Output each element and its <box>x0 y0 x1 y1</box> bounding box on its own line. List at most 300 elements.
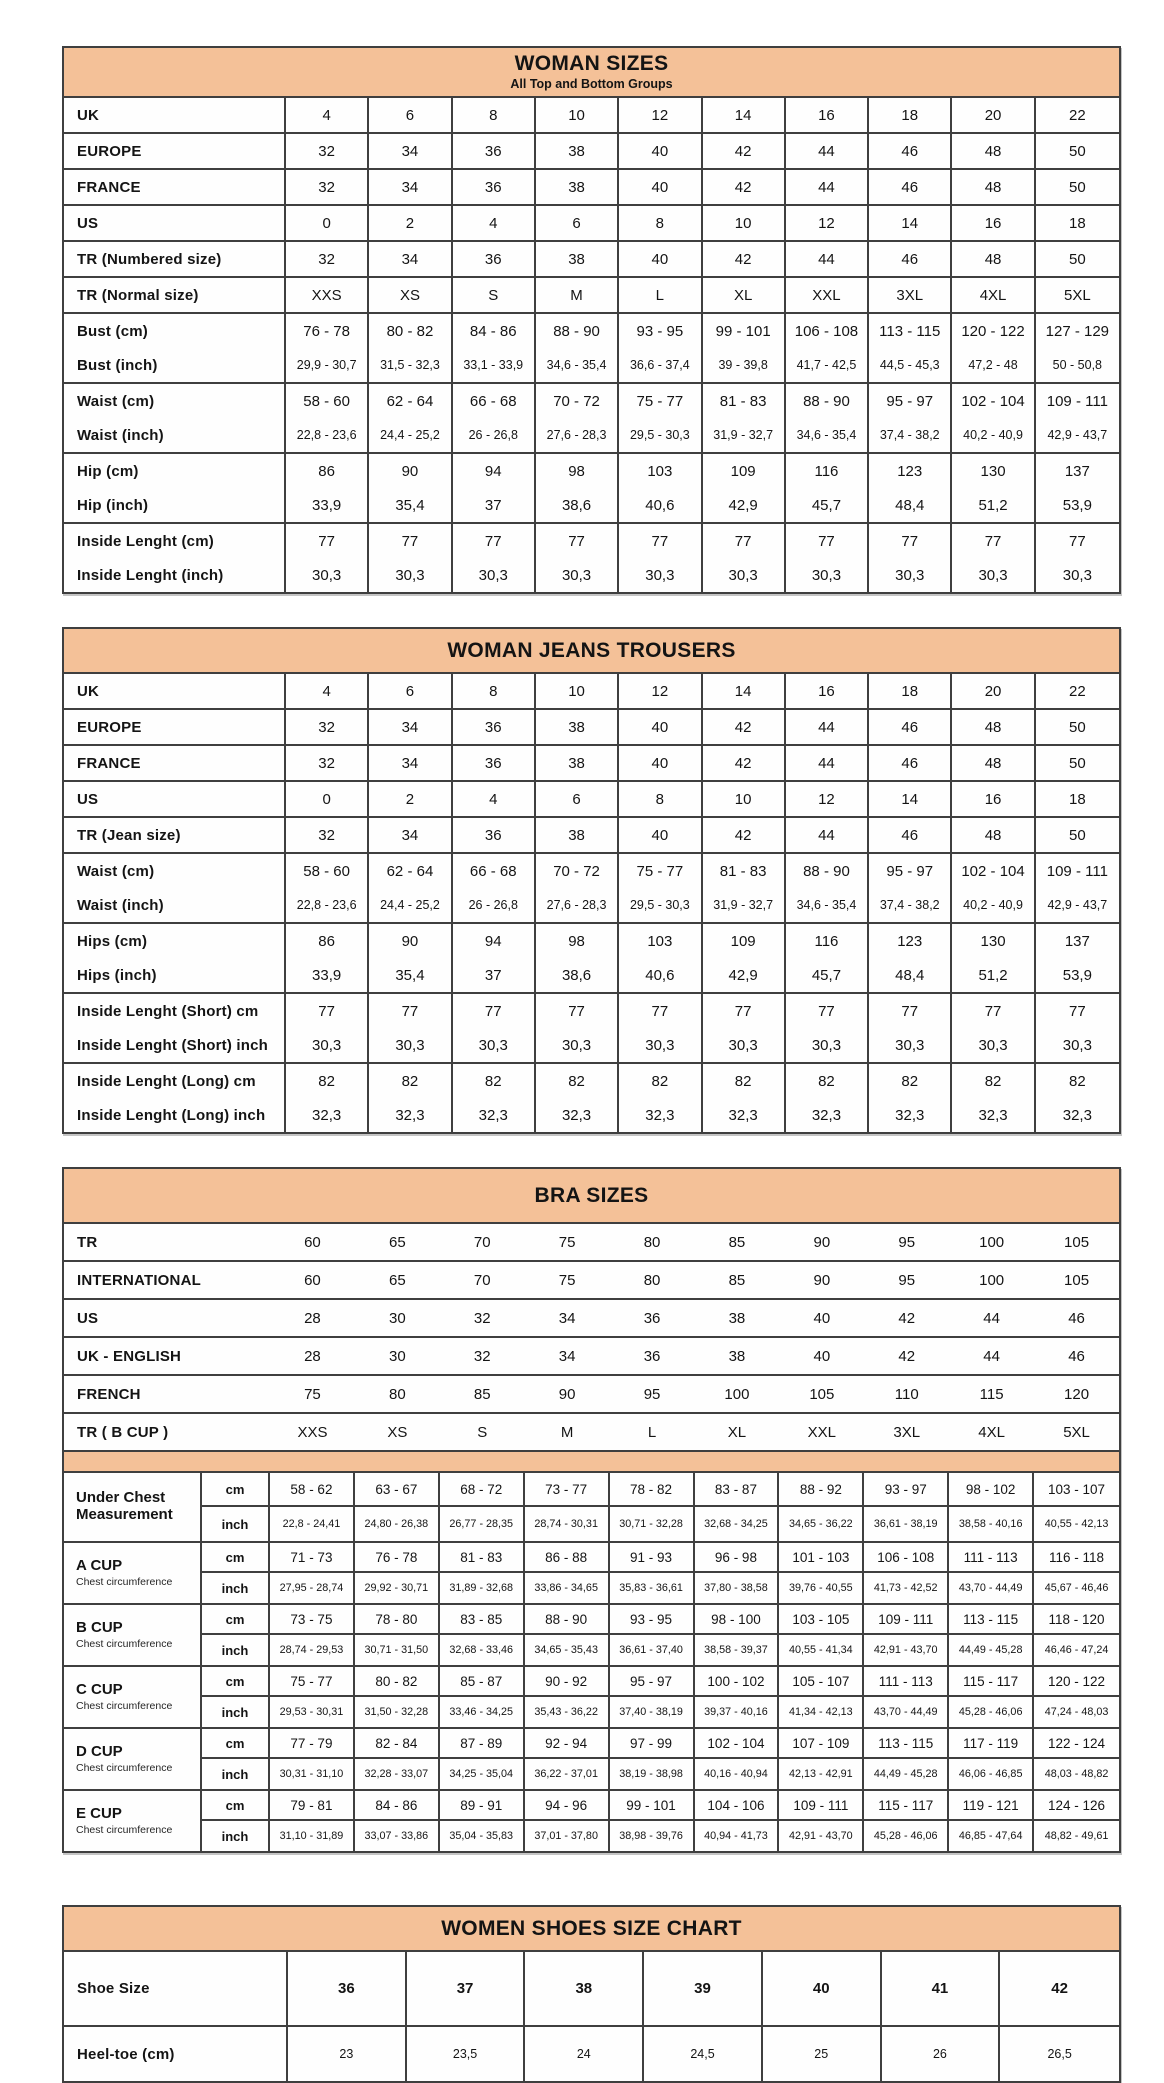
cell-value: 38 <box>728 1309 746 1327</box>
cell-value: 96 - 98 <box>695 1543 780 1573</box>
cell-value: 38 <box>728 1347 746 1365</box>
row-label: Heel-toe (cm) <box>64 2027 288 2081</box>
cell-value: 8 <box>453 98 536 132</box>
cell-value: 38,19 - 38,98 <box>610 1759 695 1789</box>
cell-value: 40 <box>619 170 702 204</box>
cell-value: 66 - 68 <box>453 854 536 888</box>
cell-value: 40,94 - 41,73 <box>695 1821 780 1851</box>
cup-group <box>64 1729 1119 1791</box>
cell-value: 48 <box>952 746 1035 780</box>
cell-value: 66 - 68 <box>453 384 536 418</box>
cell-value: 33,46 - 34,25 <box>440 1697 525 1727</box>
row-group <box>64 134 1119 170</box>
cell-value: 46 <box>1068 1309 1085 1327</box>
cell-value: 109 <box>703 454 786 488</box>
cell-value: 105 - 107 <box>779 1667 864 1697</box>
cell-value: 58 - 60 <box>286 854 369 888</box>
cell-value: 30,3 <box>786 1028 869 1062</box>
cell-value: 110 <box>894 1385 919 1403</box>
cell-value: 44 <box>786 818 869 852</box>
cell-value: 120 - 122 <box>952 314 1035 348</box>
cell-value: 77 <box>1069 532 1086 550</box>
table-row <box>64 674 1119 708</box>
cell-value: 119 - 121 <box>949 1791 1034 1821</box>
cup-subtitle: Chest circumference <box>76 1823 173 1836</box>
cell-value: 111 - 113 <box>864 1667 949 1697</box>
cell-value: 4XL <box>952 278 1035 312</box>
cell-value: 18 <box>1069 790 1086 808</box>
cell-value: 93 - 97 <box>864 1473 949 1507</box>
row-group <box>64 1064 1119 1132</box>
cell-value: XXL <box>786 278 869 312</box>
cell-value: 111 - 113 <box>949 1543 1034 1573</box>
cell-value: 36 <box>643 1347 661 1365</box>
cell-value: 33,9 <box>286 488 369 522</box>
cell-value: 32,3 <box>703 1098 786 1132</box>
cell-value: 46 <box>869 746 952 780</box>
cell-value: 22,8 - 23,6 <box>286 888 369 922</box>
row-label: EUROPE <box>64 134 286 168</box>
cell-value: 82 <box>703 1064 786 1098</box>
row-label: Inside Lenght (Short) inch <box>64 1028 286 1062</box>
cell-value: 0 <box>286 782 369 816</box>
unit-label: cm <box>202 1791 270 1821</box>
cell-value: 77 <box>619 524 702 558</box>
row-label: Shoe Size <box>64 1952 288 2025</box>
unit-label: inch <box>202 1697 270 1727</box>
cell-value: 4 <box>286 98 369 132</box>
cell-value: 77 <box>786 994 869 1028</box>
cup-subtitle: Chest circumference <box>76 1761 173 1774</box>
cell-value: 6 <box>536 782 619 816</box>
table-row <box>64 1028 1119 1062</box>
cell-value: 37,80 - 38,58 <box>695 1573 780 1603</box>
row-label: UK <box>64 98 286 132</box>
cell-value: 77 <box>1069 1002 1086 1020</box>
cell-value: 77 <box>952 524 1035 558</box>
cell-value: 2 <box>369 782 452 816</box>
cell-value: 94 <box>453 924 536 958</box>
row-group <box>64 242 1119 278</box>
cell-value: 36 <box>453 710 536 744</box>
row-label: Hips (inch) <box>64 958 286 992</box>
cell-value: 98 <box>536 924 619 958</box>
shoes-size-title: WOMEN SHOES SIZE CHART <box>441 1917 742 1940</box>
table-row <box>64 488 1119 522</box>
cell-value: 24,80 - 26,38 <box>355 1507 440 1541</box>
cell-value: 30,3 <box>453 558 536 592</box>
cell-value: 36,61 - 38,19 <box>864 1507 949 1541</box>
cell-value: 86 <box>286 924 369 958</box>
table-row <box>64 242 1119 276</box>
cell-value: 102 - 104 <box>952 384 1035 418</box>
cell-value: 39 <box>644 1952 763 2025</box>
cell-value: 116 <box>786 454 869 488</box>
cell-value: 40,55 - 42,13 <box>1044 1518 1109 1530</box>
cell-value: 78 - 82 <box>610 1473 695 1507</box>
cell-value: 82 <box>619 1064 702 1098</box>
cell-value: 33,1 - 33,9 <box>453 348 536 382</box>
cell-value: 115 - 117 <box>864 1791 949 1821</box>
cell-value: 32 <box>473 1347 491 1365</box>
cup-name: C CUP <box>76 1681 123 1699</box>
cell-value: 83 - 87 <box>695 1473 780 1507</box>
row-group <box>64 1414 1119 1450</box>
cell-value: 29,5 - 30,3 <box>619 418 702 452</box>
table-row <box>64 818 1119 852</box>
cell-value: 51,2 <box>952 488 1035 522</box>
cell-value: XS <box>369 278 452 312</box>
cell-value: 38 <box>536 746 619 780</box>
table-row <box>64 1376 1119 1412</box>
table-row <box>64 278 1119 312</box>
cell-value: 75 <box>304 1385 321 1403</box>
cell-value: 18 <box>1069 214 1086 232</box>
cell-value: 40,2 - 40,9 <box>952 888 1035 922</box>
jeans-trousers-table <box>62 627 1121 1134</box>
cell-value: 137 <box>1064 462 1090 480</box>
jeans-trousers-header <box>64 629 1119 674</box>
row-label: Inside Lenght (Long) inch <box>64 1098 286 1132</box>
cell-value: 95 - 97 <box>610 1667 695 1697</box>
row-label: Inside Lenght (Long) cm <box>64 1064 286 1098</box>
cup-group <box>64 1667 1119 1729</box>
cell-value: 77 <box>286 524 369 558</box>
row-group <box>64 674 1119 710</box>
cell-value: XS <box>387 1423 408 1441</box>
cell-value: 28 <box>304 1347 321 1365</box>
cell-value: 86 <box>286 454 369 488</box>
cell-value: 48,4 <box>869 958 952 992</box>
cell-value: 42 <box>703 818 786 852</box>
table-row <box>64 206 1119 240</box>
cell-value: 38 <box>536 710 619 744</box>
cell-value: 76 - 78 <box>286 314 369 348</box>
row-group <box>64 818 1119 854</box>
cell-value: 30,3 <box>619 1028 702 1062</box>
cell-value: 14 <box>869 206 952 240</box>
cell-value: 34 <box>558 1309 576 1327</box>
cell-value: 38 <box>536 170 619 204</box>
cell-value: 48 <box>952 242 1035 276</box>
cell-value: 77 - 79 <box>270 1729 355 1759</box>
cell-value: 22 <box>1069 682 1086 700</box>
cell-value: 36,22 - 37,01 <box>525 1759 610 1789</box>
cell-value: 14 <box>703 674 786 708</box>
cell-value: 98 - 102 <box>949 1473 1034 1507</box>
cell-value: 39,76 - 40,55 <box>779 1573 864 1603</box>
cell-value: 29,9 - 30,7 <box>286 348 369 382</box>
cell-value: 70 <box>473 1271 491 1289</box>
cell-value: 81 - 83 <box>440 1543 525 1573</box>
cell-value: 77 <box>703 994 786 1028</box>
cell-value: 100 <box>979 1233 1005 1251</box>
unit-label: cm <box>202 1667 270 1697</box>
cell-value: 20 <box>952 674 1035 708</box>
row-label: Waist (inch) <box>64 888 286 922</box>
unit-label: cm <box>202 1543 270 1573</box>
cell-value: 102 - 104 <box>695 1729 780 1759</box>
cell-value: 98 <box>536 454 619 488</box>
cell-value: 122 - 124 <box>1034 1729 1119 1759</box>
cell-value: 116 <box>786 924 869 958</box>
cell-value: 45,67 - 46,46 <box>1044 1582 1109 1594</box>
cell-value: 88 - 90 <box>786 854 869 888</box>
cell-value: 127 - 129 <box>1045 322 1110 340</box>
cell-value: 32 <box>286 746 369 780</box>
cell-value: 24,4 - 25,2 <box>369 888 452 922</box>
cell-value: 44 <box>786 710 869 744</box>
cell-value: 32 <box>286 170 369 204</box>
cup-name: B CUP <box>76 1619 123 1637</box>
row-label: Inside Lenght (inch) <box>64 558 286 592</box>
cell-value: 82 <box>1069 1072 1086 1090</box>
row-label: Inside Lenght (Short) cm <box>64 994 286 1028</box>
cell-value: 82 <box>786 1064 869 1098</box>
cell-value: 22,8 - 23,6 <box>286 418 369 452</box>
cell-value: 105 <box>809 1385 835 1403</box>
cell-value: 90 <box>813 1233 831 1251</box>
cell-value: 42 <box>703 170 786 204</box>
unit-label: cm <box>202 1729 270 1759</box>
cell-value: 3XL <box>869 278 952 312</box>
cell-value: 105 <box>1064 1271 1090 1289</box>
table-row <box>64 524 1119 558</box>
row-group <box>64 206 1119 242</box>
row-group <box>64 454 1119 524</box>
cell-value: 40 <box>619 818 702 852</box>
cell-value: 46 <box>869 818 952 852</box>
cell-value: 88 - 92 <box>779 1473 864 1507</box>
cell-value: 123 <box>869 924 952 958</box>
cell-value: 5XL <box>1063 286 1091 304</box>
cell-value: L <box>647 1423 657 1441</box>
cell-value: 30,3 <box>869 558 952 592</box>
cell-value: 71 - 73 <box>270 1543 355 1573</box>
cell-value: 23,5 <box>407 2027 526 2081</box>
cell-value: 39 - 39,8 <box>703 348 786 382</box>
cell-value: 95 - 97 <box>869 854 952 888</box>
cell-value: 34,6 - 35,4 <box>786 888 869 922</box>
cell-value: 30,3 <box>619 558 702 592</box>
cell-value: 30,3 <box>369 1028 452 1062</box>
cell-value: 42,9 <box>703 488 786 522</box>
cell-value: 79 - 81 <box>270 1791 355 1821</box>
cell-value: 30 <box>389 1309 406 1327</box>
cell-value: 94 - 96 <box>525 1791 610 1821</box>
cell-value: 31,9 - 32,7 <box>703 418 786 452</box>
cell-value: 33,86 - 34,65 <box>525 1573 610 1603</box>
row-label: Waist (cm) <box>64 854 286 888</box>
row-label: FRENCH <box>77 1385 141 1403</box>
unit-label: cm <box>202 1473 270 1507</box>
cell-value: 100 - 102 <box>695 1667 780 1697</box>
cell-value: 46 <box>869 242 952 276</box>
cell-value: 32,68 - 33,46 <box>440 1635 525 1665</box>
table-row <box>64 710 1119 744</box>
cell-value: 40,6 <box>619 488 702 522</box>
table-row <box>64 170 1119 204</box>
cup-label <box>64 1605 202 1665</box>
cell-value: 48 <box>952 134 1035 168</box>
cell-value: 43,70 - 44,49 <box>864 1697 949 1727</box>
cell-value: 14 <box>703 98 786 132</box>
cell-value: 24 <box>525 2027 644 2081</box>
cell-value: 33,07 - 33,86 <box>355 1821 440 1851</box>
cell-value: 44,5 - 45,3 <box>869 348 952 382</box>
row-group <box>64 1262 1119 1300</box>
cell-value: 60 <box>304 1271 321 1289</box>
cell-value: 30,3 <box>286 1028 369 1062</box>
cell-value: 41 <box>882 1952 1001 2025</box>
cell-value: 32,68 - 34,25 <box>695 1507 780 1541</box>
cell-value: 50 <box>1069 754 1086 772</box>
cell-value: 58 - 60 <box>286 384 369 418</box>
cell-value: 82 <box>369 1064 452 1098</box>
cell-value: 30,3 <box>1062 1036 1092 1054</box>
cell-value: 32 <box>473 1309 491 1327</box>
cell-value: 31,5 - 32,3 <box>369 348 452 382</box>
cell-value: 75 - 77 <box>619 384 702 418</box>
cell-value: 32,3 <box>952 1098 1035 1132</box>
cell-value: 50 <box>1069 826 1086 844</box>
cell-value: 100 <box>979 1271 1005 1289</box>
table-row <box>64 454 1119 488</box>
cell-value: 28 <box>304 1309 321 1327</box>
cell-value: 34,65 - 36,22 <box>779 1507 864 1541</box>
cell-value: 44,49 - 45,28 <box>864 1759 949 1789</box>
cell-value: 4 <box>453 206 536 240</box>
cell-value: 42 <box>703 242 786 276</box>
cell-value: 48,4 <box>869 488 952 522</box>
cell-value: 32,28 - 33,07 <box>355 1759 440 1789</box>
cell-value: 115 - 117 <box>949 1667 1034 1697</box>
table-row <box>64 348 1119 382</box>
cell-value: 26 <box>882 2027 1001 2081</box>
row-label: US <box>77 1309 99 1327</box>
cell-value: 82 - 84 <box>355 1729 440 1759</box>
jeans-trousers-title: WOMAN JEANS TROUSERS <box>447 639 736 662</box>
cell-value: 6 <box>369 98 452 132</box>
row-group <box>64 924 1119 994</box>
cell-value: 113 - 115 <box>864 1729 949 1759</box>
cell-value: 46,46 - 47,24 <box>1044 1644 1109 1656</box>
cell-value: 82 <box>869 1064 952 1098</box>
cell-value: 48,82 - 49,61 <box>1044 1830 1109 1842</box>
cell-value: 45,28 - 46,06 <box>949 1697 1034 1727</box>
cell-value: 27,6 - 28,3 <box>536 418 619 452</box>
cell-value: 92 - 94 <box>525 1729 610 1759</box>
cell-value: 84 - 86 <box>355 1791 440 1821</box>
row-group <box>64 1338 1119 1376</box>
cup-subtitle: Chest circumference <box>76 1637 173 1650</box>
cell-value: 40 <box>619 710 702 744</box>
cell-value: 32,3 <box>619 1098 702 1132</box>
cell-value: 37 <box>407 1952 526 2025</box>
unit-label: inch <box>202 1573 270 1603</box>
cell-value: 29,53 - 30,31 <box>270 1697 355 1727</box>
cell-value: 27,6 - 28,3 <box>536 888 619 922</box>
row-group <box>64 170 1119 206</box>
cell-value: 51,2 <box>952 958 1035 992</box>
cell-value: 104 - 106 <box>695 1791 780 1821</box>
cell-value: 25 <box>763 2027 882 2081</box>
row-group <box>64 710 1119 746</box>
cell-value: 4XL <box>978 1423 1005 1441</box>
cell-value: 26 - 26,8 <box>453 888 536 922</box>
cell-value: 65 <box>389 1233 406 1251</box>
cell-value: 10 <box>703 206 786 240</box>
cell-value: M <box>560 1423 574 1441</box>
cell-value: 124 - 126 <box>1034 1791 1119 1821</box>
row-group <box>64 1300 1119 1338</box>
cup-subtitle: Chest circumference <box>76 1699 173 1712</box>
cell-value: 36,61 - 37,40 <box>610 1635 695 1665</box>
table-row <box>64 994 1119 1028</box>
cell-value: 36,6 - 37,4 <box>619 348 702 382</box>
cell-value: 3XL <box>893 1423 921 1441</box>
row-group <box>64 1376 1119 1414</box>
cell-value: 70 - 72 <box>536 854 619 888</box>
cell-value: 30,71 - 31,50 <box>355 1635 440 1665</box>
table-row <box>64 958 1119 992</box>
cell-value: 78 - 80 <box>355 1605 440 1635</box>
cell-value: 46 <box>1068 1347 1085 1365</box>
cell-value: 30,3 <box>952 558 1035 592</box>
table-row <box>64 854 1119 888</box>
cell-value: 99 - 101 <box>610 1791 695 1821</box>
cell-value: 30 <box>389 1347 406 1365</box>
cell-value: 40,6 <box>619 958 702 992</box>
cell-value: 42,9 - 43,7 <box>1047 428 1108 442</box>
cell-value: 30,3 <box>369 558 452 592</box>
cell-value: 46 <box>869 710 952 744</box>
cell-value: 32,3 <box>453 1098 536 1132</box>
cup-name: E CUP <box>76 1805 122 1823</box>
cell-value: 44 <box>786 242 869 276</box>
table-row <box>64 558 1119 592</box>
row-label: Hip (inch) <box>64 488 286 522</box>
cell-value: 103 <box>619 454 702 488</box>
cell-value: 90 <box>369 454 452 488</box>
woman-sizes-subtitle: All Top and Bottom Groups <box>510 77 673 91</box>
cell-value: 95 <box>643 1385 661 1403</box>
cell-value: 38,58 - 40,16 <box>949 1507 1034 1541</box>
cell-value: 34 <box>558 1347 576 1365</box>
cell-value: 76 - 78 <box>355 1543 440 1573</box>
cup-label <box>64 1473 202 1541</box>
table-row <box>64 314 1119 348</box>
cell-value: 81 - 83 <box>703 854 786 888</box>
cell-value: 6 <box>369 674 452 708</box>
cell-value: 37,01 - 37,80 <box>525 1821 610 1851</box>
cell-value: M <box>536 278 619 312</box>
bra-cup-grid <box>64 1473 1119 1851</box>
row-group <box>64 2027 1119 2081</box>
cell-value: 137 <box>1064 932 1090 950</box>
row-group <box>64 384 1119 454</box>
row-label: TR ( B CUP ) <box>77 1423 169 1441</box>
cell-value: 26,5 <box>1047 2047 1072 2061</box>
cell-value: 88 - 90 <box>786 384 869 418</box>
cell-value: 8 <box>453 674 536 708</box>
cell-value: 123 <box>869 454 952 488</box>
unit-label: inch <box>202 1759 270 1789</box>
row-label: UK <box>64 674 286 708</box>
cell-value: 32 <box>286 818 369 852</box>
cell-value: S <box>477 1423 488 1441</box>
cell-value: L <box>619 278 702 312</box>
